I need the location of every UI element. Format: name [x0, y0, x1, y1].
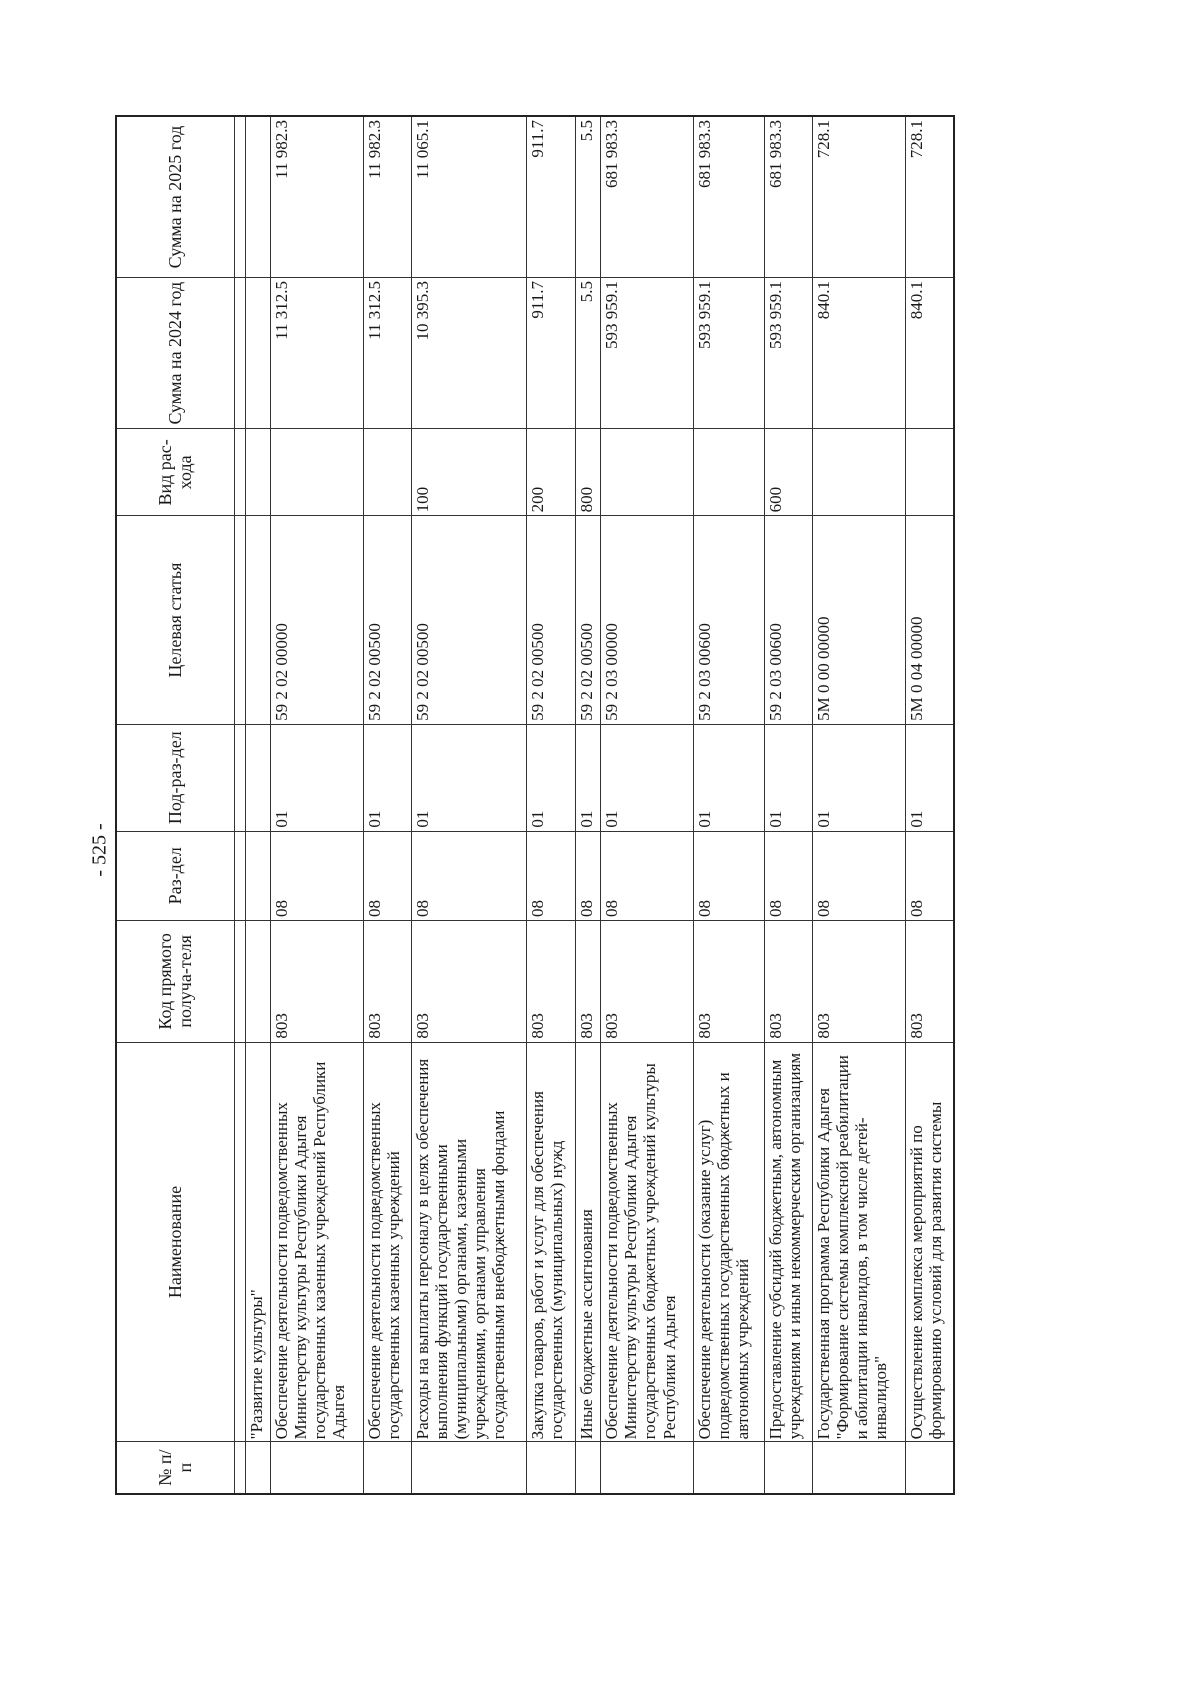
- header-name: Наименование: [116, 1042, 234, 1442]
- cell-sum2024: 11 312.5: [271, 277, 364, 428]
- cell-sum2024: 840.1: [905, 277, 954, 428]
- cell-podrazdel: 01: [412, 724, 527, 831]
- table-row: [412, 116, 527, 1494]
- cell-razdel: [245, 831, 271, 920]
- cell-razdel: 08: [601, 831, 694, 920]
- cell-name: Государственная программа Республики Адыгея "Формирование системы комплексной реабилитации и абилитации инвалидов, в том числе детей-инвалидов": [812, 1042, 905, 1442]
- cell-target: 59 2 02 00500: [575, 516, 601, 725]
- cell-code: 803: [905, 920, 954, 1042]
- cell-podrazdel: 01: [271, 724, 364, 831]
- table-row: [694, 116, 764, 1494]
- cell-sum2024: 840.1: [812, 277, 905, 428]
- cell-name: Предоставление субсидий бюджетным, автономным учреждениям и иным некоммерческим организациям: [764, 1042, 812, 1442]
- cell-vid: [364, 429, 412, 516]
- cell-no: [271, 1442, 364, 1494]
- cell-sum2025: 681 983.3: [601, 116, 694, 277]
- cell-no: [412, 1442, 527, 1494]
- cell-target: 59 2 02 00500: [364, 516, 412, 725]
- cell-name: Обеспечение деятельности подведомственных Министерству культуры Республики Адыгея государственных казенных учреждений Республики Адыгея: [271, 1042, 364, 1442]
- cell-sum2025: 911.7: [527, 116, 575, 277]
- cell-no: [245, 1442, 271, 1494]
- cell-target: 5M 0 04 00000: [905, 516, 954, 725]
- cell-podrazdel: [245, 724, 271, 831]
- cell-sum2025: 11 065.1: [412, 116, 527, 277]
- cell-sum2025: 11 982.3: [271, 116, 364, 277]
- cell-sum2024: 593 959.1: [764, 277, 812, 428]
- cell-code: 803: [812, 920, 905, 1042]
- cell-target: 59 2 03 00600: [764, 516, 812, 725]
- cell-podrazdel: 01: [905, 724, 954, 831]
- cell-name: Закупка товаров, работ и услуг для обеспечения государственных (муниципальных) нужд: [527, 1042, 575, 1442]
- cell-vid: [694, 429, 764, 516]
- table-row: [905, 116, 954, 1494]
- cell-target: 59 2 03 00600: [694, 516, 764, 725]
- cell-name: Обеспечение деятельности подведомственных Министерству культуры Республики Адыгея государственных бюджетных учреждений культуры Республики Адыгея: [601, 1042, 694, 1442]
- cell-razdel: 08: [271, 831, 364, 920]
- table-row: [364, 116, 412, 1494]
- header-target: Целевая статья: [116, 516, 234, 725]
- cell-code: 803: [527, 920, 575, 1042]
- header-vid: Вид рас-хода: [116, 429, 234, 516]
- cell-no: [764, 1442, 812, 1494]
- cell-podrazdel: 01: [575, 724, 601, 831]
- cell-target: 59 2 03 00000: [601, 516, 694, 725]
- cell-no: [601, 1442, 694, 1494]
- cell-vid: [271, 429, 364, 516]
- cell-code: 803: [364, 920, 412, 1042]
- header-spacer-row: [234, 116, 245, 1494]
- budget-table: [115, 115, 955, 1495]
- cell-sum2025: [245, 116, 271, 277]
- cell-vid: 200: [527, 429, 575, 516]
- cell-no: [812, 1442, 905, 1494]
- cell-sum2024: 593 959.1: [694, 277, 764, 428]
- cell-razdel: 08: [812, 831, 905, 920]
- table-row: [575, 116, 601, 1494]
- header-sum2024: Сумма на 2024 год: [116, 277, 234, 428]
- cell-vid: [905, 429, 954, 516]
- cell-razdel: 08: [764, 831, 812, 920]
- cell-vid: 100: [412, 429, 527, 516]
- page-number: - 525 -: [88, 823, 111, 877]
- cell-target: 5M 0 00 00000: [812, 516, 905, 725]
- cell-code: 803: [575, 920, 601, 1042]
- cell-code: 803: [694, 920, 764, 1042]
- cell-name: Обеспечение деятельности (оказание услуг) подведомственных государственных бюджетных и автономных учреждений: [694, 1042, 764, 1442]
- cell-podrazdel: 01: [364, 724, 412, 831]
- cell-name: Иные бюджетные ассигнования: [575, 1042, 601, 1442]
- cell-razdel: 08: [905, 831, 954, 920]
- table-row: [527, 116, 575, 1494]
- cell-sum2025: 728.1: [812, 116, 905, 277]
- cell-sum2024: 911.7: [527, 277, 575, 428]
- cell-name: Обеспечение деятельности подведомственных государственных казенных учреждений: [364, 1042, 412, 1442]
- budget-table-container: [115, 115, 1200, 1486]
- cell-razdel: 08: [364, 831, 412, 920]
- cell-vid: [601, 429, 694, 516]
- cell-sum2025: 5.5: [575, 116, 601, 277]
- header-code: Код прямого получа-теля: [116, 920, 234, 1042]
- cell-sum2025: 11 982.3: [364, 116, 412, 277]
- cell-code: 803: [271, 920, 364, 1042]
- table-row: [764, 116, 812, 1494]
- cell-razdel: 08: [575, 831, 601, 920]
- cell-no: [905, 1442, 954, 1494]
- cell-code: 803: [764, 920, 812, 1042]
- table-header-row: [116, 116, 234, 1494]
- cell-podrazdel: 01: [812, 724, 905, 831]
- cell-name: Расходы на выплаты персоналу в целях обеспечения выполнения функций государственными (муниципальными) органами, казенными учреждениями, органами управления государственными внебюджетными фондами: [412, 1042, 527, 1442]
- cell-vid: 600: [764, 429, 812, 516]
- header-podrazdel: Под-раз-дел: [116, 724, 234, 831]
- cell-sum2025: 681 983.3: [764, 116, 812, 277]
- table-row: [601, 116, 694, 1494]
- cell-sum2024: 11 312.5: [364, 277, 412, 428]
- cell-target: 59 2 02 00500: [412, 516, 527, 725]
- cell-razdel: 08: [412, 831, 527, 920]
- cell-podrazdel: 01: [527, 724, 575, 831]
- cell-no: [364, 1442, 412, 1494]
- cell-sum2024: 593 959.1: [601, 277, 694, 428]
- cell-vid: [245, 429, 271, 516]
- cell-razdel: 08: [694, 831, 764, 920]
- table-row: [812, 116, 905, 1494]
- cell-vid: [812, 429, 905, 516]
- cell-vid: 800: [575, 429, 601, 516]
- cell-no: [694, 1442, 764, 1494]
- cell-podrazdel: 01: [694, 724, 764, 831]
- cell-target: 59 2 02 00500: [527, 516, 575, 725]
- cell-sum2024: 10 395.3: [412, 277, 527, 428]
- cell-no: [575, 1442, 601, 1494]
- table-row: [245, 116, 271, 1494]
- cell-code: 803: [412, 920, 527, 1042]
- cell-code: 803: [601, 920, 694, 1042]
- header-no: № п/п: [116, 1442, 234, 1494]
- cell-name: Осуществление комплекса мероприятий по формированию условий для развития системы: [905, 1042, 954, 1442]
- cell-sum2024: [245, 277, 271, 428]
- cell-podrazdel: 01: [601, 724, 694, 831]
- header-sum2025: Сумма на 2025 год: [116, 116, 234, 277]
- cell-target: [245, 516, 271, 725]
- cell-no: [527, 1442, 575, 1494]
- cell-podrazdel: 01: [764, 724, 812, 831]
- cell-sum2025: 728.1: [905, 116, 954, 277]
- cell-sum2025: 681 983.3: [694, 116, 764, 277]
- cell-sum2024: 5.5: [575, 277, 601, 428]
- cell-razdel: 08: [527, 831, 575, 920]
- cell-target: 59 2 02 00000: [271, 516, 364, 725]
- table-body: [245, 116, 954, 1494]
- cell-code: [245, 920, 271, 1042]
- cell-name: "Развитие культуры": [245, 1042, 271, 1442]
- table-row: [271, 116, 364, 1494]
- header-razdel: Раз-дел: [116, 831, 234, 920]
